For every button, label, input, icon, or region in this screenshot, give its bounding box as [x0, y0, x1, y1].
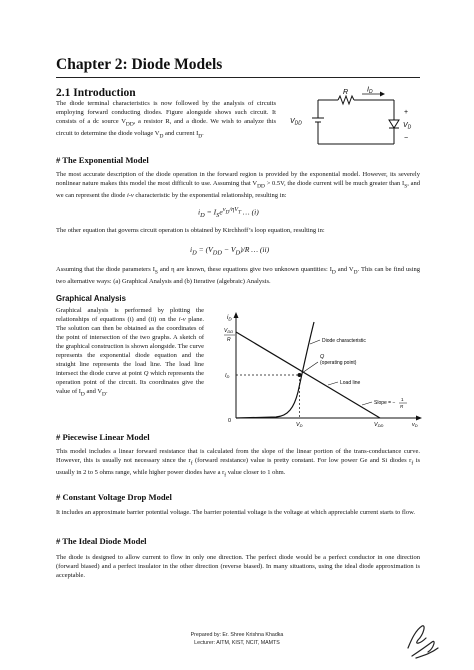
svg-text:Slope = −: Slope = − — [374, 400, 396, 406]
svg-text:VDD: $V_{DD}$ — [374, 422, 384, 429]
svg-text:Q: Q — [320, 354, 325, 360]
equation-i: $i_D = I_Se^{v_D/\eta V_T}$ … (i) — [198, 206, 259, 220]
svg-text:ID: $I_D$ — [225, 373, 230, 380]
diode-symbol — [389, 120, 399, 128]
svg-text:Diode characteristic: Diode characteristic — [322, 338, 366, 344]
exponential-paragraph-3: Assuming that the diode parameters $I_S$ and η are known, these equations give two unknown quantities: $I_D$ and $V_D$. This can be find using two alternative ways: (a) Graphical Analysis and (b) Iterative (algebraic) Analysis. — [56, 266, 420, 286]
label-R: R — [343, 89, 349, 96]
svg-text:iD: $i_D$ — [227, 315, 232, 322]
svg-text:VD: $V_D$ — [403, 122, 412, 131]
svg-text:ID: $I_D$ — [367, 86, 373, 95]
resistor-symbol — [338, 96, 354, 104]
exponential-paragraph-1: The most accurate description of the diode operation in the forward region is provided by the exponential model. However, its severely nonlinear nature makes this model the most difficult to use. Assuming that $V_{DD} > 0.5V$, the diode current will be much greater than $I_S$, and we can represent the diode i-v characteristic by the exponential relationship, resulting in: — [56, 171, 420, 200]
exponential-paragraph-2: The other equation that governs circuit operation is obtained by Kirchhoff’s loop equation, resulting in: — [56, 227, 325, 234]
graphical-heading: Graphical Analysis — [56, 294, 126, 303]
svg-text:(operating point): (operating point) — [320, 360, 357, 366]
exponential-heading: # The Exponential Model — [56, 155, 149, 165]
q-point — [298, 373, 302, 377]
footer-lecturer: Lecturer: AITM, KIST, NCIT, MAMTS — [194, 640, 280, 646]
svg-text:0: 0 — [228, 418, 232, 424]
title-rule — [56, 77, 420, 78]
plus-sign: + — [404, 109, 409, 116]
piecewise-paragraph: This model includes a linear forward resistance that is calculated from the slope of the linear portion of the trans-conductance curve. However, this is usually not necessary since the $r_f$ (forward resistance) value is pretty constant. For low power Ge and Si diodes $r_f$ is usually in 2 to 5 ohms range, while higher power diodes have a $r_f$ value closer to 1 ohm. — [56, 448, 421, 479]
svg-text:VDD: $V_{DD}$ — [290, 118, 302, 127]
diode-curve — [236, 322, 314, 418]
load-line-graph — [224, 312, 424, 430]
svg-text:VDD: $V_{DD}$ — [224, 328, 234, 335]
equation-ii: $i_D = (V_{DD} - V_D)/R$ … (ii) — [190, 245, 270, 257]
svg-text:1: 1 — [401, 397, 404, 402]
ideal-diode-heading: # The Ideal Diode Model — [56, 536, 147, 546]
footer-prepared-by: Prepared by: Er. Shree Krishna Khadka — [190, 632, 284, 638]
ideal-diode-paragraph: The diode is designed to allow current to flow in only one direction. The perfect diode would be a perfect conductor in one direction (forward biased) and a perfect insulator in the other direction (reverse biased). In many situations, using the ideal diode approximation is acceptable. — [56, 554, 420, 579]
svg-text:VD: $V_D$ — [296, 422, 303, 429]
svg-text:R: R — [227, 337, 231, 343]
constant-voltage-heading: # Constant Voltage Drop Model — [56, 492, 172, 502]
svg-text:vD: $v_D$ — [412, 422, 418, 429]
intro-paragraph: The diode terminal characteristics is now followed by the analysis of circuits employing forward conducting diodes. Figure alongside shows such circuit. It consists of a dc source $V_{DD}$, a resistor R, and a diode. We wish to analyze this circuit to determine the diode voltage $V_D$ and current $I_D$. — [56, 100, 276, 140]
intro-heading: 2.1 Introduction — [56, 87, 136, 99]
constant-voltage-paragraph: It includes an approximate barrier potential voltage. The barrier potential voltage is the voltage at which appreciable current starts to flow. — [56, 509, 415, 516]
chapter-title: Chapter 2: Diode Models — [56, 56, 223, 73]
graphical-paragraph: Graphical analysis is performed by plotting the relationships of equations (i) and (ii) on the i-v plane. The solution can then be obtained as the coordinates of the point of intersection of the two graphs. A sketch of the graphical construction is shown alongside. The curve represents the exponential diode equation and the straight line represents the load line. The load line intersect the diode curve at point Q which represents the operation point of the circuit. Its coordinates give the value of $I_D$ and $V_D$. — [56, 307, 204, 398]
signature — [402, 618, 442, 662]
piecewise-heading: # Piecewise Linear Model — [56, 432, 150, 442]
minus-sign: − — [404, 135, 409, 142]
svg-text:Load line: Load line — [340, 380, 361, 386]
circuit-figure — [288, 86, 420, 150]
svg-text:R: R — [400, 404, 404, 409]
